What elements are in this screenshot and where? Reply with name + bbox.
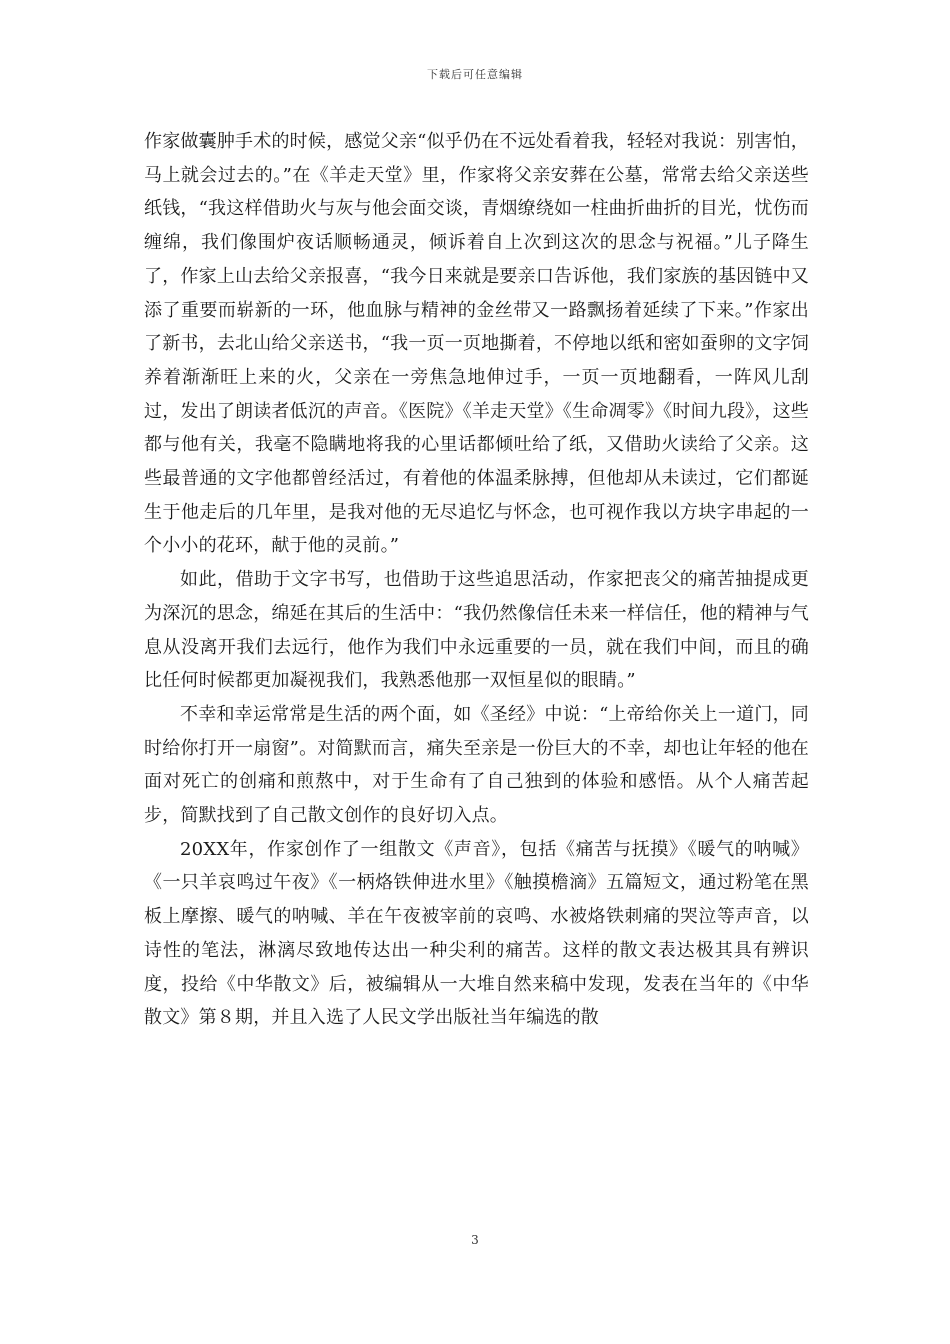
page-number: 3	[471, 1233, 479, 1247]
paragraph-1: 作家做囊肿手术的时候，感觉父亲“似乎仍在不远处看着我，轻轻对我说：别害怕，马上就会过去的。”在《羊走天堂》里，作家将父亲安葬在公墓，常常去给父亲送些纸钱，“我这样借助火与灰与他会面交谈，青烟缭绕如一柱曲折曲折的目光，忧伤而缠绵，我们像围炉夜话顺畅通灵，倾诉着自上次到这次的思念与祝福。”儿子降生了，作家上山去给父亲报喜，“我今日来就是要亲口告诉他，我们家族的基因链中又添了重要而崭新的一环，他血脉与精神的金丝带又一路飘扬着延续了下来。”作家出了新书，去北山给父亲送书，“我一页一页地撕着，不停地以纸和密如蚕卵的文字饲养着渐渐旺上来的火，父亲在一旁焦急地伸过手，一页一页地翻看，一阵风儿刮过，发出了朗读者低沉的声音。《医院》《羊走天堂》《生命凋零》《时间九段》，这些都与他有关，我毫不隐瞒地将我的心里话都倾吐给了纸，又借助火读给了父亲。这些最普通的文字他都曾经活过，有着他的体温柔脉搏，但他却从未读过，它们都诞生于他走后的几年里，是我对他的无尽追忆与怀念，也可视作我以方块字串起的一个小小的花环，献于他的灵前。”	[144, 131, 809, 557]
paragraph-2: 如此，借助于文字书写，也借助于这些追思活动，作家把丧父的痛苦抽提成更为深沉的思念，绵延在其后的生活中：“我仍然像信任未来一样信任，他的精神与气息从没离开我们去远行，他作为我们中永远重要的一员，就在我们中间，而且的确比任何时候都更加凝视我们，我熟悉他那一双恒星似的眼睛。”	[144, 569, 809, 692]
page-header: 下载后可任意编辑	[427, 68, 523, 81]
paragraph-3: 不幸和幸运常常是生活的两个面，如《圣经》中说：“上帝给你关上一道门，同时给你打开一扇窗”。对简默而言，痛失至亲是一份巨大的不幸，却也让年轻的他在面对死亡的创痛和煎熬中，对于生命有了自己独到的体验和感悟。从个人痛苦起步，简默找到了自己散文创作的良好切入点。	[144, 703, 809, 827]
paragraph-4: 20XX年，作家创作了一组散文《声音》，包括《痛苦与抚摸》《暖气的呐喊》《一只羊哀鸣过午夜》《一柄烙铁伸进水里》《触摸檐滴》五篇短文，通过粉笔在黑板上摩擦、暖气的呐喊、羊在午夜被宰前的哀鸣、水被烙铁刺痛的哭泣等声音，以诗性的笔法，淋漓尽致地传达出一种尖利的痛苦。这样的散文表达极其具有辨识度，投给《中华散文》后，被编辑从一大堆自然来稿中发现，发表在当年的《中华散文》第８期，并且入选了人民文学出版社当年编选的散	[144, 838, 809, 1029]
body-text	[144, 125, 809, 1035]
